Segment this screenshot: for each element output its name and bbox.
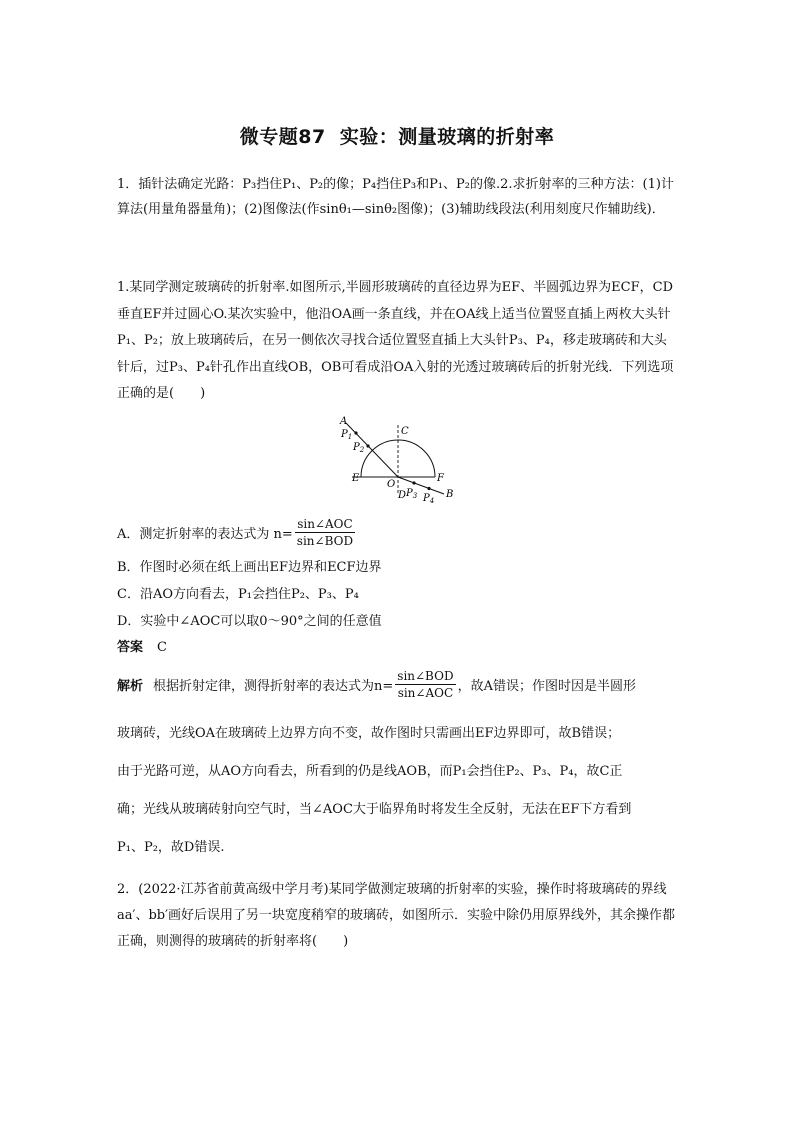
option-a-text: A．测定折射率的表达式为 n= (117, 526, 293, 542)
label-p4: $P_4$ (423, 493, 435, 505)
label-a: A (340, 416, 348, 427)
label-b: B (446, 489, 454, 500)
answer-value: C (157, 640, 167, 655)
pin-p3 (412, 481, 415, 484)
analysis-fraction (395, 668, 455, 701)
answer-line (117, 638, 167, 658)
intro-paragraph: 1．插针法确定光路：P₃挡住P₁、P₂的像；P₄挡住P₃和P₁、P₂的像.2.求折射率的三种方法：(1)计算法(用量角器量角)；(2)图像法(作sinθ₁—sinθ₂图像)；(3)辅助线段法(利用刻度尺作辅助线)． (117, 177, 674, 217)
option-b: B．作图时必须在纸上画出EF边界和ECF边界 (117, 560, 382, 575)
label-p1: $P_1$ (341, 429, 353, 441)
analysis-text-1b: ，故A错误；作图时因是半圆形 (457, 678, 636, 694)
analysis-text-1a: 根据折射定律，测得折射率的表达式为n= (153, 678, 394, 694)
label-p2: $P_2$ (353, 442, 365, 454)
option-a-numerator: sin∠AOC (297, 516, 353, 531)
option-c: C．沿AO方向看去，P₁会挡住P₂、P₃、P₄ (117, 587, 359, 602)
option-d: D．实验中∠AOC可以取0～90°之间的任意值 (117, 614, 382, 629)
option-a-denominator: sin∠BOD (296, 533, 354, 548)
analysis-numerator: sin∠BOD (397, 668, 454, 683)
analysis-denominator: sin∠AOC (397, 685, 454, 700)
label-p3: $P_3$ (406, 488, 418, 500)
label-f: F (437, 473, 444, 484)
page-title (0, 122, 794, 149)
option-a-fraction (295, 516, 355, 549)
analysis-line-3: 由于光路可逆，从AO方向看去，所看到的仍是线AOB，而P₁会挡住P₂、P₃、P₄，故C正 (117, 764, 623, 779)
analysis-line-5: P₁、P₂，故D错误. (117, 840, 225, 855)
question-2-stem: 2．(2022·江苏省前黄高级中学月考)某同学做测定玻璃的折射率的实验，操作时将玻璃砖的界线aa′、bb′画好后误用了另一块宽度稍窄的玻璃砖，如图所示．实验中除仍用原界线外，其余操作都正确，则测得的玻璃砖的折射率将( ) (117, 882, 676, 949)
title-name: 实验：测量玻璃的折射率 (339, 126, 555, 148)
option-a (117, 512, 357, 552)
title-topic: 微专题87 (239, 126, 326, 148)
analysis-line-4: 确；光线从玻璃砖射向空气时，当∠AOC大于临界角时将发生全反射，无法在EF下方看到 (117, 802, 632, 817)
semicircle-glass-diagram (334, 410, 464, 510)
analysis-line-1 (117, 664, 679, 704)
pin-p1 (354, 431, 357, 434)
label-o: O (387, 479, 396, 490)
analysis-label: 解析 (117, 678, 144, 694)
pin-p2 (366, 444, 369, 447)
label-d: D (398, 490, 407, 501)
question-1-stem: 1.某同学测定玻璃砖的折射率.如图所示,半圆形玻璃砖的直径边界为EF、半圆弧边界为ECF，CD垂直EF并过圆心O.某次实验中，他沿OA画一条直线，并在OA线上适当位置竖直插上两枚大头针P₁、P₂；放上玻璃砖后，在另一侧依次寻找合适位置竖直插上大头针P₃、P₄，移走玻璃砖和大头针后，过P₃、P₄针孔作出直线OB，OB可看成沿OA入射的光透过玻璃砖后的折射光线．下列选项正确的是( ) (117, 280, 674, 401)
analysis-line-2: 玻璃砖，光线OA在玻璃砖上边界方向不变，故作图时只需画出EF边界即可，故B错误； (117, 726, 621, 741)
answer-label: 答案 (117, 640, 144, 655)
label-c: C (401, 426, 409, 437)
pin-p4 (427, 487, 430, 490)
label-e: E (352, 473, 360, 484)
